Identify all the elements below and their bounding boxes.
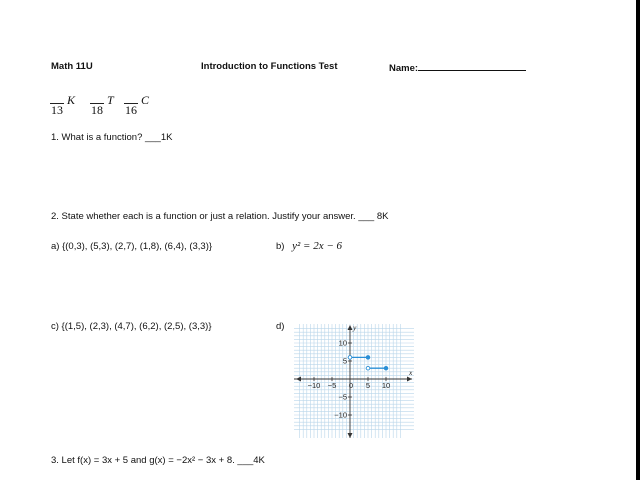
name-label: Name: (389, 63, 419, 74)
x-tick-label: 10 (381, 381, 391, 390)
question-3-text: 3. Let f(x) = 3x + 5 and g(x) = −2x² − 3x + 8. ___4K (51, 455, 265, 466)
name-blank-line (418, 61, 526, 71)
x-axis-label: x (409, 368, 413, 377)
x-tick-label: 0 (348, 381, 354, 390)
question-3 (51, 455, 265, 466)
question-2a: a) {(0,3), (5,3), (2,7), (1,8), (6,4), (3,3)} (51, 241, 213, 252)
question-1: 1. What is a function? ___1K (51, 132, 173, 143)
segment-endpoint (366, 366, 370, 370)
test-title: Introduction to Functions Test (201, 61, 338, 72)
segment-endpoint (384, 366, 388, 370)
segment-endpoint (348, 356, 352, 360)
question-2d-label: d) (276, 321, 285, 332)
y-axis-arrow (348, 325, 353, 330)
mark-k: K 13 (51, 93, 76, 117)
name-field[interactable] (389, 61, 526, 74)
question-2b-expression: y² = 2x − 6 (292, 240, 343, 252)
y-tick-label: −5 (338, 392, 347, 402)
x-tick-label: −5 (327, 381, 337, 390)
question-2b (276, 240, 342, 252)
question-2c: c) {(1,5), (2,3), (4,7), (6,2), (2,5), (3,3)} (51, 321, 212, 332)
y-axis-label: y (353, 323, 357, 332)
y-tick-label: 5 (342, 356, 347, 366)
y-tick-label: −10 (334, 410, 347, 420)
course-name: Math 11U (51, 61, 93, 72)
x-axis-arrow-left (296, 377, 301, 382)
y-axis-arrow-down (348, 433, 353, 438)
mark-c: C 16 (125, 93, 150, 117)
segment-endpoint (366, 356, 370, 360)
graph-d (290, 322, 418, 440)
x-axis-arrow (407, 377, 412, 382)
y-tick-label: 10 (338, 338, 347, 348)
graph-tick-labels (308, 323, 413, 420)
question-2: 2. State whether each is a function or just a relation. Justify your answer. ___ 8K (51, 211, 389, 222)
x-tick-label: −10 (307, 381, 321, 390)
question-2b-label: b) (276, 241, 285, 252)
mark-t: T 18 (91, 93, 114, 117)
x-tick-label: 5 (365, 381, 371, 390)
